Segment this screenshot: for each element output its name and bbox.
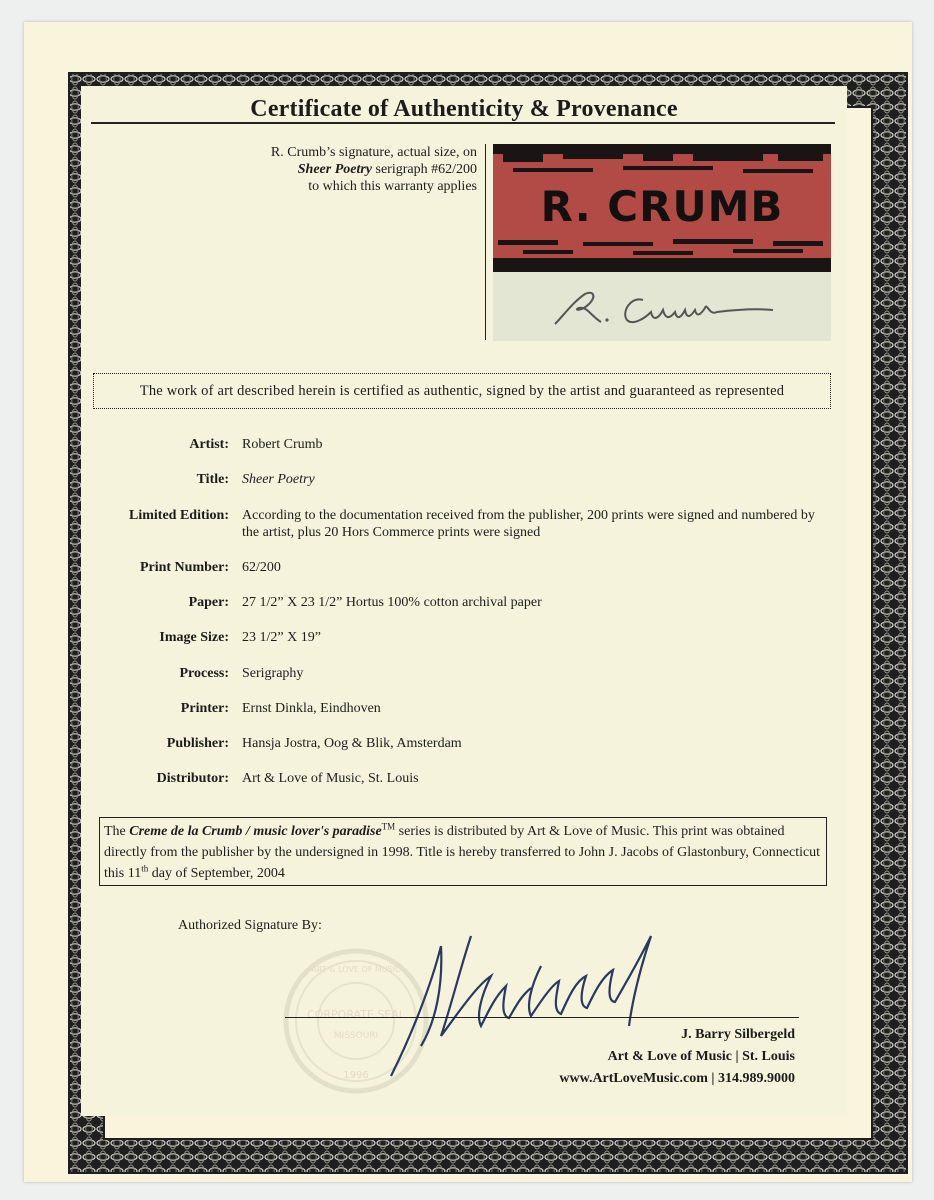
artist-signature-area [493,272,831,341]
caption-line-3: to which this warranty applies [308,179,477,194]
signer-name: J. Barry Silbergeld [681,1027,795,1042]
seal-text-year: 1996 [343,1070,369,1081]
seal-text-center: CORPORATE SEAL [307,1008,405,1021]
title-transfer-statement [99,817,827,886]
caption-line-1: R. Crumb’s signature, actual size, on [270,145,477,160]
company-line: Art & Love of Music | St. Louis [607,1049,795,1064]
field-value: According to the documentation received from the publisher, 200 prints were signed and numbered by the artist, plus 20 Hors Commerce prints were signed [242,508,815,540]
caption-divider [485,144,486,340]
transfer-suffix: day of September, 2004 [148,866,285,881]
date-ordinal: th [141,863,149,874]
transfer-text: series is distributed by Art & Love of Music. This print was obtained directly from the publisher by the undersigned in 1998. Title is hereby transferred to John J. Jacobs of Glastonbury, Connecticut this 11 [104,824,821,881]
artwork-signature-sample [493,144,831,341]
field-value: Hansja Jostra, Oog & Blik, Amsterdam [242,736,462,751]
contact-line: www.ArtLoveMusic.com | 314.989.9000 [559,1071,795,1086]
field-label: Title: [196,472,229,487]
field-label: Artist: [189,437,229,452]
caption-line-2 [177,161,477,178]
caption-serigraph: serigraph #62/200 [372,162,477,177]
field-label: Process: [179,666,229,681]
signature-caption [177,144,477,195]
field-value: 62/200 [242,560,281,575]
trademark-mark: TM [381,821,396,832]
crumb-logo-block [493,144,831,272]
field-label: Paper: [188,595,229,610]
field-label: Print Number: [139,560,229,575]
field-value: Art & Love of Music, St. Louis [242,771,419,786]
field-value: Sheer Poetry [242,472,315,487]
title-rule [91,122,835,124]
authorized-signature-label: Authorized Signature By: [178,918,322,933]
certificate-body [81,86,847,1116]
field-label: Publisher: [166,736,229,751]
field-label: Image Size: [159,630,229,645]
field-value: 27 1/2” X 23 1/2” Hortus 100% cotton archival paper [242,595,542,610]
field-value: Ernst Dinkla, Eindhoven [242,701,381,716]
artist-signature [493,272,831,341]
field-label: Limited Edition: [129,508,229,523]
certificate-title: Certificate of Authenticity & Provenance [250,96,678,122]
transfer-prefix: The [104,824,130,839]
series-name: Creme de la Crumb / music lover's paradise [129,824,382,839]
field-value: Robert Crumb [242,437,323,452]
crumb-logo-text: R. CRUMB [540,182,784,231]
seal-text-state: MISSOURI [333,1031,379,1041]
signature-line [285,1017,799,1018]
authenticity-notice: The work of art described herein is certified as authentic, signed by the artist and guaranteed as represented [93,373,831,409]
certificate-paper [24,22,912,1182]
field-label: Printer: [180,701,229,716]
field-label: Distributor: [156,771,229,786]
seal-text-top: ART & LOVE OF MUSIC [311,965,401,974]
signer-block [559,1024,795,1090]
field-value: 23 1/2” X 19” [242,630,321,645]
field-value: Serigraphy [242,666,304,681]
caption-work-title: Sheer Poetry [297,162,373,177]
